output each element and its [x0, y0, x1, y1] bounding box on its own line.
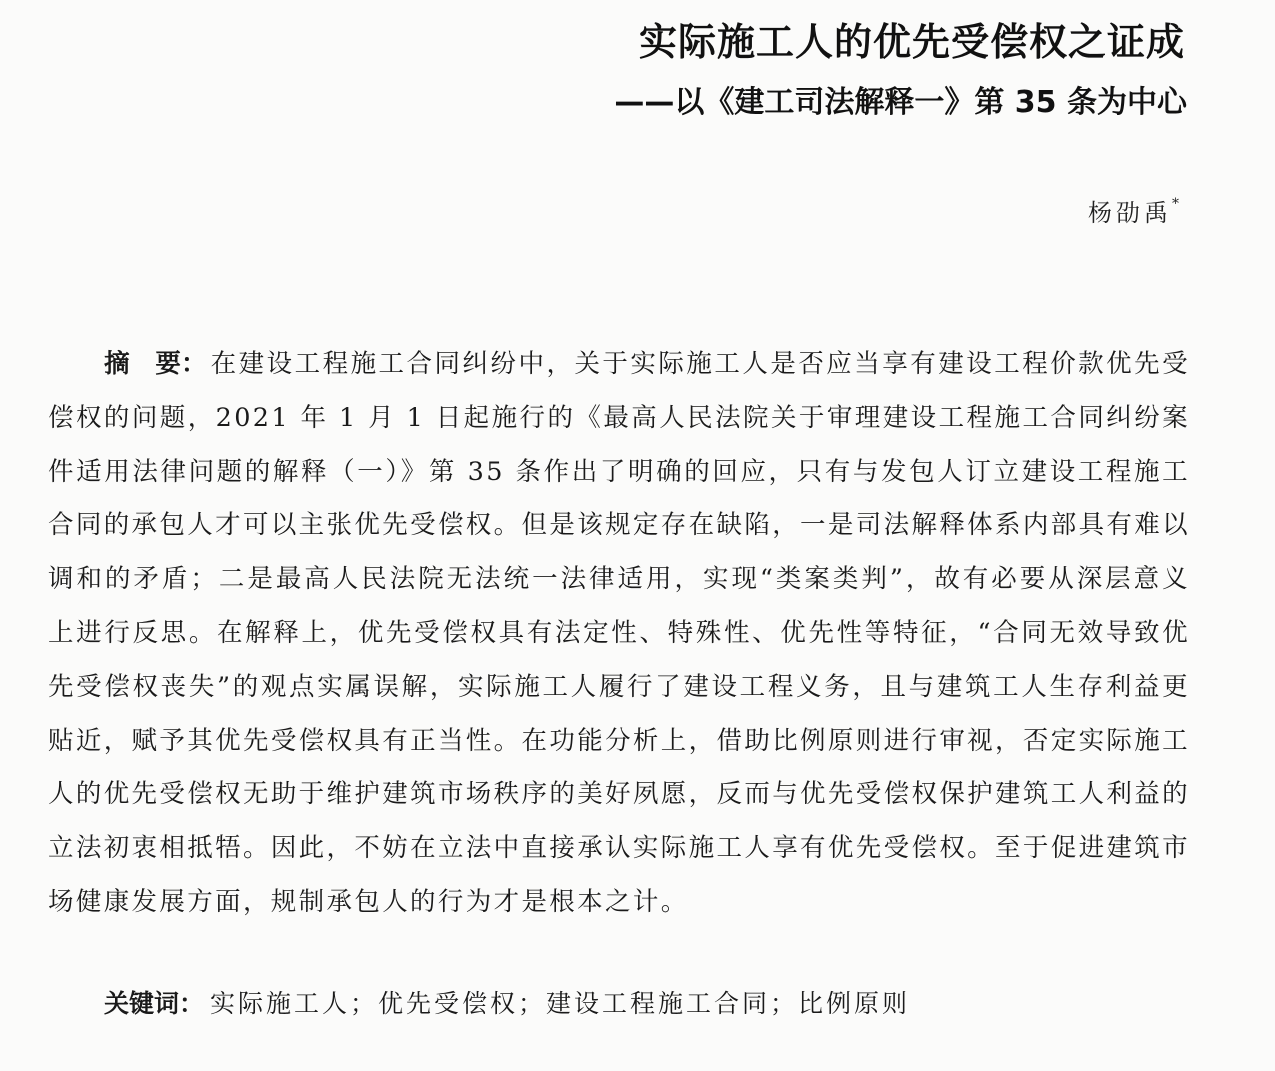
abstract-label: 摘 要：	[104, 349, 207, 379]
keywords-line	[104, 982, 910, 1026]
keywords-label: 关键词：	[104, 989, 205, 1018]
article-subtitle: ——以《建工司法解释一》第 35 条为中心	[614, 85, 1187, 120]
keywords-text: 实际施工人；优先受偿权；建设工程施工合同；比例原则	[210, 989, 911, 1018]
article-title: 实际施工人的优先受偿权之证成	[638, 20, 1185, 64]
author-line	[1088, 188, 1179, 233]
abstract-text: 在建设工程施工合同纠纷中，关于实际施工人是否应当享有建设工程价款优先受偿权的问题，2021 年 1 月 1 日起施行的《最高人民法院关于审理建设工程施工合同纠纷案件适用法律问题的解释（一）》第 35 条作出了明确的回应，只有与发包人订立建设工程施工合同的承包人才可以主张优先受偿权。但是该规定存在缺陷，一是司法解释体系内部具有难以调和的矛盾；二是最高人民法院无法统一法律适用，实现“类案类判”，故有必要从深层意义上进行反思。在解释上，优先受偿权具有法定性、特殊性、优先性等特征，“合同无效导致优先受偿权丧失”的观点实属误解，实际施工人履行了建设工程义务，且与建筑工人生存利益更贴近，赋予其优先受偿权具有正当性。在功能分析上，借助比例原则进行审视，否定实际施工人的优先受偿权无助于维护建筑市场秩序的美好夙愿，反而与优先受偿权保护建筑工人利益的立法初衷相抵牾。因此，不妨在立法中直接承认实际施工人享有优先受偿权。至于促进建筑市场健康发展方面，规制承包人的行为才是根本之计。	[48, 349, 1190, 917]
author-footnote-mark: *	[1172, 196, 1179, 212]
abstract-paragraph	[48, 338, 1190, 930]
author-name: 杨劭禹	[1088, 199, 1172, 227]
